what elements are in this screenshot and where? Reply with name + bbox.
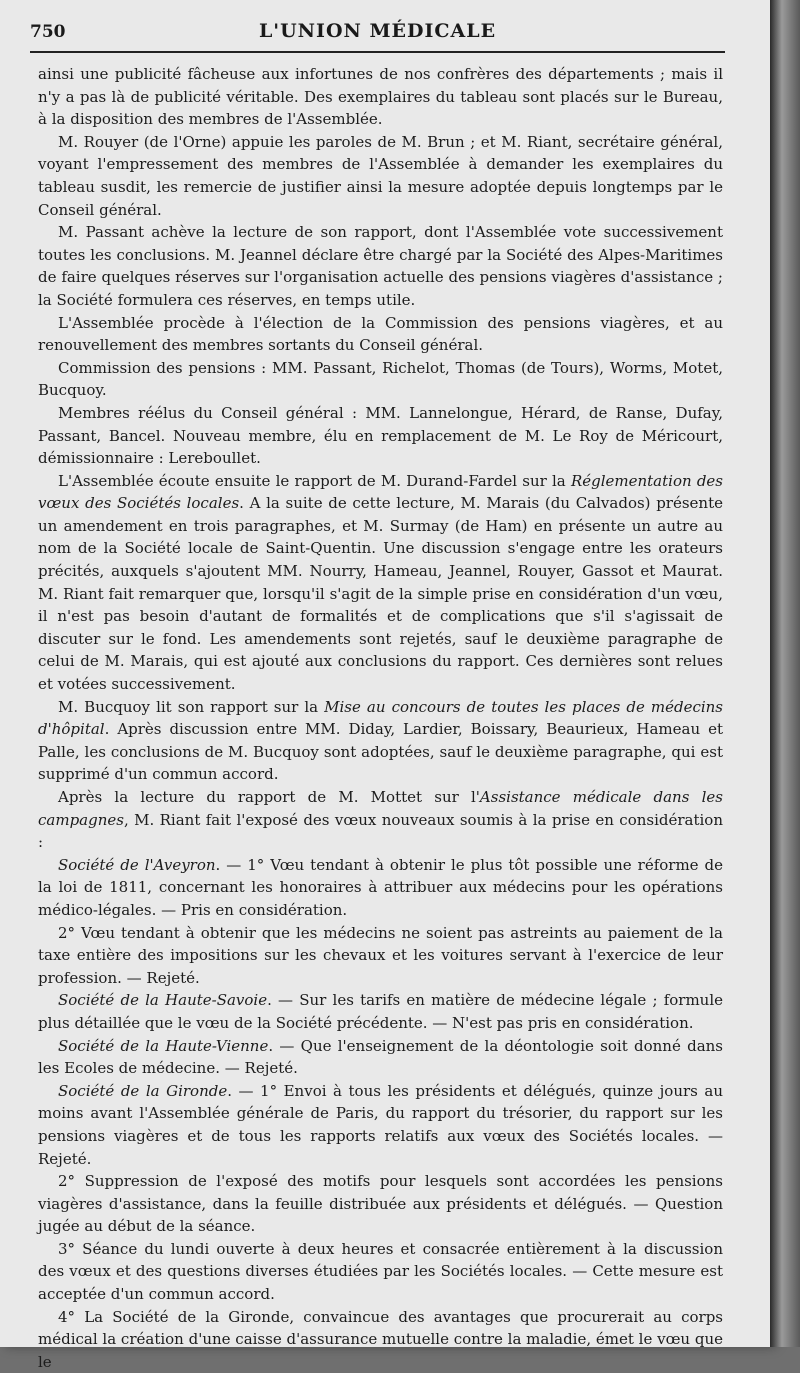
text-run: , M. Riant fait l'exposé des vœux nouveaux soumis à la prise en considération : (38, 810, 723, 852)
paragraph: ainsi une publicité fâcheuse aux infortunes de nos confrères des départements ; mais il n'y a pas là de publicité véritable. Des exemplaires du tableau sont placés sur le Bureau, à la disposition des membres de l'Assemblée. (38, 65, 723, 129)
paragraph (38, 696, 723, 786)
paragraph: M. Rouyer (de l'Orne) appuie les paroles de M. Brun ; et M. Riant, secrétaire général, voyant l'empressement des membres de l'Assemblée à demander les exemplaires du tableau susdit, les remercie de justifier ainsi la mesure adoptée depuis longtemps par le Conseil général. (38, 132, 723, 219)
report-title: Assistance médicale dans les campagnes (38, 788, 724, 829)
text-run: . — 1° Envoi à tous les présidents et délégués, quinze jours au moins avant l'Assemblée générale de Paris, du rapport du trésorier, du rapport sur les pensions viagères et de tous les rapports relatifs aux vœux des Sociétés locales. — Rejeté. (38, 1081, 723, 1168)
text-run: M. Bucquoy lit son rapport sur la (58, 697, 325, 716)
paragraph: 3° Séance du lundi ouverte à deux heures et consacrée entièrement à la discussion des vœux et des questions diverses étudiées par les Sociétés locales. — Cette mesure est acceptée d'un commun accord. (38, 1239, 723, 1304)
report-title: Mise au concours de toutes les places de médecins d'hôpital (38, 697, 724, 739)
paragraph: 4° La Société de la Gironde, convaincue des avantages que procurerait au corps médical la création d'une caisse d'assurance mutuelle contre la maladie, émet le vœu que le (38, 1307, 723, 1371)
text-run: L'Assemblée écoute ensuite le rapport de M. Durand-Fardel sur la (58, 471, 571, 490)
paragraph: L'Assemblée procède à l'élection de la Commission des pensions viagères, et au renouvellement des membres sortants du Conseil général. (38, 313, 723, 355)
text-run: . — Que l'enseignement de la déontologie soit donné dans les Ecoles de médecine. — Rejeté. (38, 1036, 723, 1078)
page-edge-shadow (770, 0, 800, 1347)
text-run: . A la suite de cette lecture, M. Marais (du Calvados) présente un amendement en trois paragraphes, et M. Surmay (de Ham) en présente un autre au nom de la Société locale de Saint-Quentin. Une discussion s'engage entre les orateurs précités, auxquels s'ajoutent MM. Nourry, Hameau, Jeannel, Rouyer, Gassot et Maurat. M. Riant fait remarquer que, lorsqu'il s'agit de la simple prise en considération d'un vœu, il n'est pas besoin d'autant de formalités et de complications que s'il s'agissait de discuter sur le fond. Les amendements sont rejetés, sauf le deuxième paragraphe de celui de M. Marais, qui est ajouté aux conclusions du rapport. Ces dernières sont relues et votées successivement. (38, 494, 723, 694)
paragraph (38, 854, 723, 922)
paragraph: Membres réélus du Conseil général : MM. Lannelongue, Hérard, de Ranse, Dufay, Passant, Bancel. Nouveau membre, élu en remplacement de M. Le Roy de Méricourt, démissionnaire : Lereboullet. (38, 403, 723, 468)
paragraph (38, 470, 723, 696)
page-number: 750 (30, 22, 66, 42)
text-run: Après la lecture du rapport de M. Mottet sur l' (58, 788, 480, 806)
report-title: Réglementation des vœux des Sociétés locales (38, 471, 723, 513)
society-name: Société de la Haute-Savoie (58, 991, 268, 1010)
paragraph (38, 989, 723, 1034)
text-run: . Après discussion entre MM. Diday, Lardier, Boissary, Beaurieux, Hameau et Palle, les conclusions de M. Bucquoy sont adoptées, sauf le deuxième paragraphe, qui est supprimé d'un commun accord. (38, 720, 723, 784)
paragraph (38, 1080, 723, 1170)
paragraph (38, 786, 723, 854)
text-run: . — 1° Vœu tendant à obtenir le plus tôt possible une réforme de la loi de 1811, concernant les honoraires à attribuer aux médecins pour les opérations médico-légales. — Pris en considération. (38, 855, 723, 919)
society-name: Société de la Gironde (58, 1081, 228, 1100)
society-name: Société de la Haute-Vienne (58, 1036, 269, 1055)
paragraph: 2° Suppression de l'exposé des motifs pour lesquels sont accordées les pensions viagères d'assistance, dans la feuille distribuée aux présidents et délégués. — Question jugée au début de la séance. (38, 1172, 723, 1236)
paragraph: M. Passant achève la lecture de son rapport, dont l'Assemblée vote successivement toutes les conclusions. M. Jeannel déclare être chargé par la Société des Alpes-Maritimes de faire quelques réserves sur l'organisation actuelle des pensions viagères d'assistance ; la Société formulera ces réserves, en temps utile. (38, 223, 723, 309)
header-rule (30, 51, 725, 53)
article-body (38, 63, 723, 1373)
paragraph: Commission des pensions : MM. Passant, Richelot, Thomas (de Tours), Worms, Motet, Bucquoy. (38, 358, 723, 400)
running-title: L'UNION MÉDICALE (258, 20, 497, 42)
paragraph: 2° Vœu tendant à obtenir que les médecins ne soient pas astreints au paiement de la taxe entière des impositions sur les chevaux et les voitures servant à l'exercice de leur profession. — Rejeté. (38, 923, 723, 987)
page-header (30, 18, 725, 44)
text-run: . — Sur les tarifs en matière de médecine légale ; formule plus détaillée que le vœu de la Société précédente. — N'est pas pris en considération. (38, 991, 724, 1032)
paragraph (38, 1035, 723, 1080)
society-name: Société de l'Aveyron (58, 855, 216, 874)
